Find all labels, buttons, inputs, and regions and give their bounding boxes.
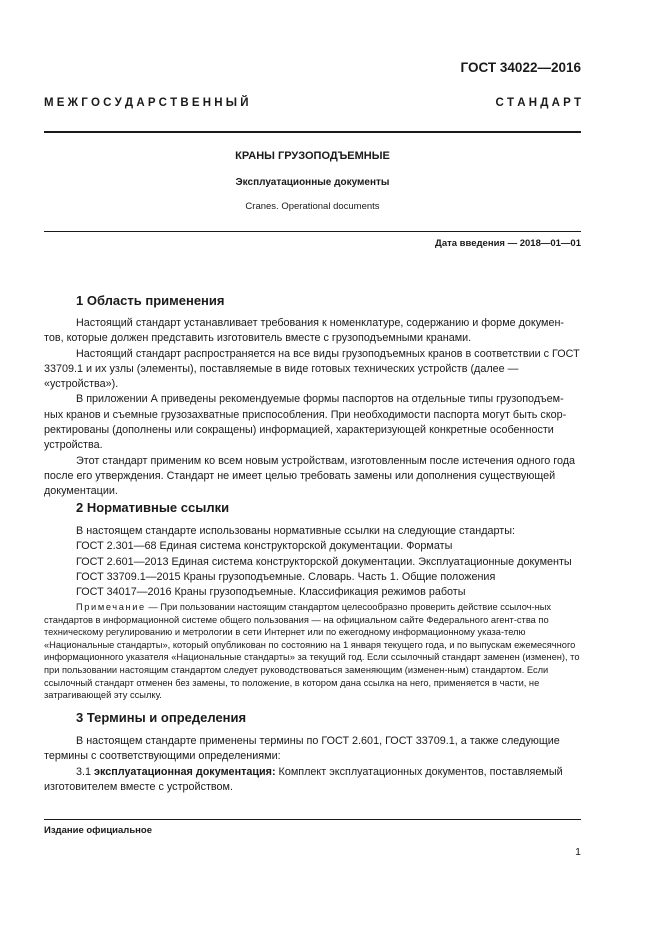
page-number: 1 [575, 846, 581, 858]
english-title: Cranes. Operational documents [245, 201, 380, 212]
section-1-paragraph: Этот стандарт применим ко всем новым устройствам, изготовленным после истечения одного года после его утверждения. Стандарт не имеет целью требовать замены или дополнения существующей документации. [44, 454, 576, 498]
banner-word-standard: С Т А Н Д А Р Т [495, 97, 581, 109]
term-definition [44, 765, 581, 796]
reference-item: ГОСТ 2.601—2013 Единая система конструкторской документации. Эксплуатационные документы [76, 555, 572, 568]
section-1-paragraph: В приложении А приведены рекомендуемые формы паспортов на отдельные типы грузоподъем-ных кранов и съемные грузозахватные приспособления. При необходимости паспорта могут быть скор-ректированы (дополнены или сокращены) информацией, характеризующей конкретные особенности устройства. [44, 393, 567, 452]
section-1-heading: 1 Область применения [76, 293, 225, 308]
term-number: 3.1 [76, 765, 92, 778]
footer-rule [44, 819, 581, 820]
header-rule [44, 131, 581, 133]
note-text: — При пользовании настоящим стандартом целесообразно проверить действие ссылоч-ных стандартов в информационной системе общего пользования — на официальном сайте Федерального агент-ства по техническому регулированию и метрологии в сети Интернет или по ежегодному информационному указа-телю «Национальные стандарты», который опубликован по состоянию на 1 января текущего года, и по выпускам ежемесячного информационного указателя «Национальные стандарты» за текущий год. Если ссылочный стандарт заменен (изменен), то при пользовании настоящим стандартом следует руководствоваться заменяющим (изменен-ным) стандартом. Если ссылочный стандарт отменен без замены, то положение, в котором дана ссылка на него, применяется в части, не затрагивающей эту ссылку. [44, 602, 580, 701]
term-definition-text: Комплект эксплуатационных документов, поставляемый изготовителем вместе с устройством. [44, 765, 563, 793]
reference-item: ГОСТ 33709.1—2015 Краны грузоподъемные. Словарь. Часть 1. Общие положения [76, 570, 496, 583]
section-2-body [44, 524, 581, 600]
term-name: эксплуатационная документация: [94, 765, 276, 778]
section-1-paragraph: Настоящий стандарт распространяется на все виды грузоподъемных кранов в соответствии с ГОСТ 33709.1 и их узлы (элементы), поставляемые в виде готовых технических устройств (далее — «устройства»). [44, 347, 580, 391]
section-1-body [44, 316, 581, 500]
document-subtitle: Эксплуатационные документы [235, 177, 390, 188]
title-rule [44, 231, 581, 232]
introduction-date: Дата введения — 2018—01—01 [435, 238, 581, 249]
section-2-intro: В настоящем стандарте использованы нормативные ссылки на следующие стандарты: [76, 525, 515, 537]
section-2-note [44, 601, 581, 702]
reference-item: ГОСТ 2.301—68 Единая система конструкторской документации. Форматы [76, 540, 453, 553]
standard-number: ГОСТ 34022—2016 [460, 60, 581, 75]
document-title: КРАНЫ ГРУЗОПОДЪЕМНЫЕ [235, 150, 390, 162]
official-edition-label: Издание официальное [44, 825, 152, 836]
section-1-paragraph: Настоящий стандарт устанавливает требования к номенклатуре, содержанию и форме докумен-тов, которые должен представить изготовитель вместе с грузоподъемными кранами. [44, 317, 565, 345]
section-3-body [44, 734, 581, 795]
section-2-heading: 2 Нормативные ссылки [76, 500, 230, 515]
note-label: Примечание [76, 602, 146, 612]
interstate-standard-banner [44, 97, 581, 109]
banner-word-interstate: М Е Ж Г О С У Д А Р С Т В Е Н Н Ы Й [44, 97, 249, 109]
section-3-intro: В настоящем стандарте применены термины по ГОСТ 2.601, ГОСТ 33709.1, а также следующие термины с соответствующими определениями: [44, 735, 560, 763]
section-3-heading: 3 Термины и определения [76, 710, 247, 725]
reference-item: ГОСТ 34017—2016 Краны грузоподъемные. Классификация режимов работы [76, 586, 466, 599]
